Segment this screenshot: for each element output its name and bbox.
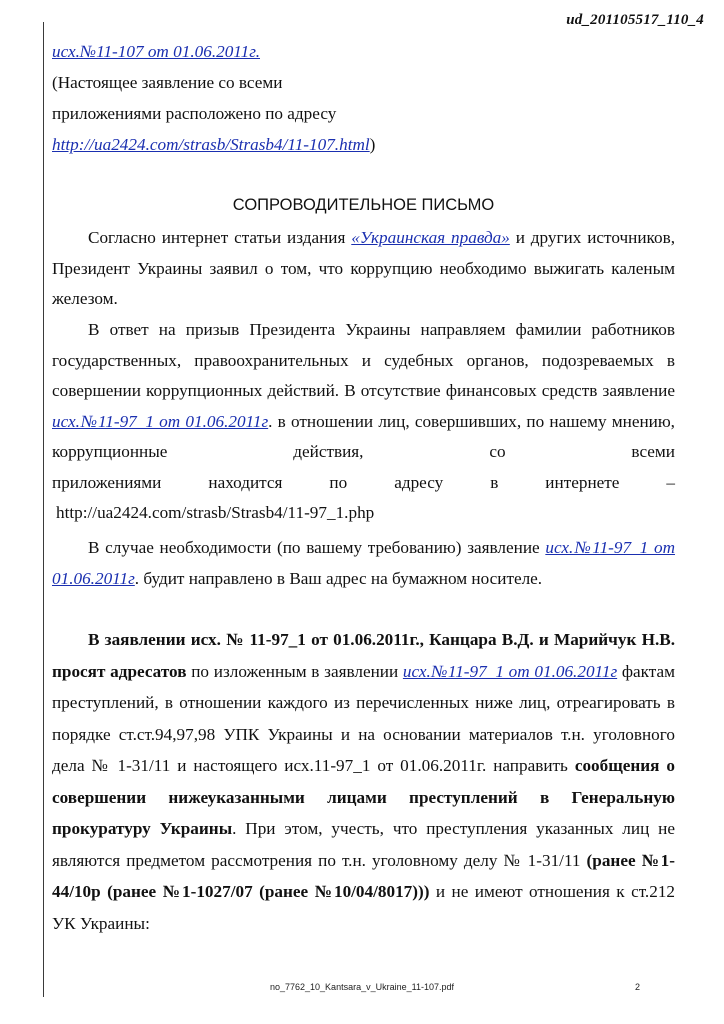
document-url-link[interactable]: http://ua2424.com/strasb/Strasb4/11-107.html xyxy=(52,135,370,154)
close-paren: ) xyxy=(369,135,376,154)
paragraph-1-text-b: и других источников, Президент Украины заявил о том, что коррупцию необходимо выжигать каленым железом. xyxy=(52,228,675,308)
paragraph-4 xyxy=(52,624,675,939)
top-note-line-2: приложениями расположено по адресу xyxy=(52,104,337,123)
paragraph-2-last-line: приложениями находится по адресу в интернете – xyxy=(52,472,675,492)
application-link-3[interactable]: исх.№11-97_1 от 01.06.2011г xyxy=(402,661,618,681)
paragraph-4-text-a: по изложенным в заявлении xyxy=(186,661,403,681)
paragraph-3 xyxy=(52,533,675,594)
paragraph-4-text-b: фактам преступлений, в отношении каждого из перечисленных ниже лиц, отреагировать в порядке ст.ст.94,97,98 УПК Украины и на основании материалов т.н. уголовного дела № 1-31/11 и настоящего исх.11-97_1 от 01.06.2011г. направить xyxy=(52,661,676,775)
paragraph-4-bold-3: (ранее №1-44/10р (ранее №1-1027/07 (ранее №10/04/8017))) xyxy=(52,850,675,901)
paragraph-3-text-a: В случае необходимости (по вашему требованию) заявление xyxy=(88,538,546,557)
paragraph-1-text-a: Согласно интернет статьи издания xyxy=(88,228,352,247)
paragraph-4-bold-2: сообщения о совершении нижеуказанными лицами преступлений в Генеральную прокуратуру Украины xyxy=(52,756,676,838)
top-note-line-1: (Настоящее заявление со всеми xyxy=(52,73,283,92)
application-url[interactable]: http://ua2424.com/strasb/Strasb4/11-97_1.php xyxy=(56,503,375,522)
ukrainska-pravda-link[interactable]: «Украинская правда» xyxy=(351,228,510,247)
top-note xyxy=(52,36,375,160)
paragraph-1 xyxy=(52,223,675,315)
document-code: ud_201105517_110_4 xyxy=(566,12,704,28)
paragraph-4-text-c: . При этом, учесть, что преступления указанных лиц не являются предметом рассмотрения по т.н. уголовному делу № 1-31/11 xyxy=(52,819,675,870)
paragraph-2-text-b: . в отношении лиц, совершивших, по нашему мнению, коррупционные действия, со всеми xyxy=(52,411,675,461)
margin-line xyxy=(43,22,44,997)
paragraph-4-text-d: и не имеют отношения к ст.212 УК Украины: xyxy=(52,882,676,933)
reference-link[interactable]: исх.№11-107 от 01.06.2011г. xyxy=(52,42,260,61)
page-number: 2 xyxy=(634,982,640,992)
paragraph-4-bold-1: В заявлении исх. № 11-97_1 от 01.06.2011г., Канцара В.Д. и Марийчук Н.В. просят адресатов xyxy=(52,630,675,681)
application-link-1[interactable]: исх.№11-97_1 от 01.06.2011г xyxy=(52,411,269,431)
paragraph-2-text-a: В ответ на призыв Президента Украины направляем фамилии работников государственных, правоохранительных и судебных органов, подозреваемых в совершении коррупционных действий. В отсутствие финансовых средств заявление xyxy=(52,320,675,400)
letter-title: СОПРОВОДИТЕЛЬНОЕ ПИСЬМО xyxy=(232,196,495,214)
paragraph-2 xyxy=(52,315,675,529)
footer-filename: no_7762_10_Kantsara_v_Ukraine_11-107.pdf xyxy=(270,982,454,992)
application-link-2[interactable]: исх.№11-97_1 от 01.06.2011г xyxy=(52,538,675,588)
paragraph-3-text-b: . будит направлено в Ваш адрес на бумажном носителе. xyxy=(134,568,543,588)
